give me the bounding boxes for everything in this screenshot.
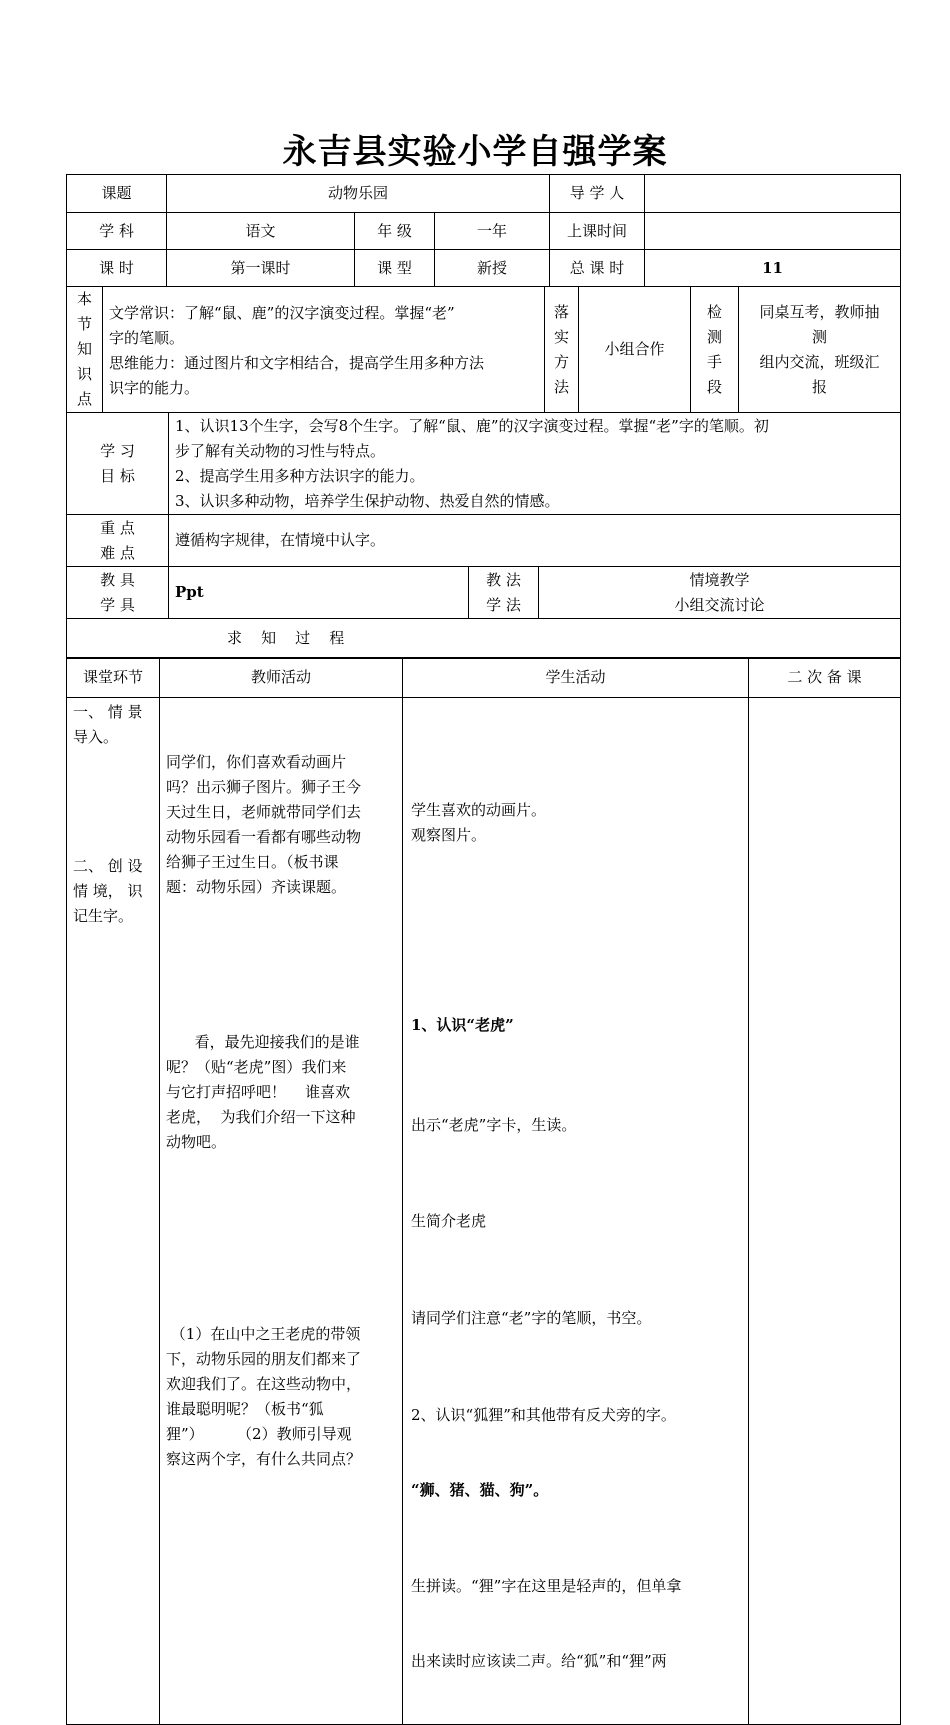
teaching-method-value: 情境教学 小组交流讨论 <box>539 567 901 619</box>
method-value: 小组合作 <box>579 287 691 413</box>
guide-label: 导 学 人 <box>550 175 645 213</box>
topic-label: 课题 <box>67 175 167 213</box>
column-student: 学生活动 <box>403 658 749 698</box>
total-label: 总 课 时 <box>550 250 645 287</box>
teacher-part-3: （1）在山中之王老虎的带领 下，动物乐园的朋友们都来了 欢迎我们了。在这些动物中， 谁最聪明呢？（板书“狐 狸”） （2）教师引导观 察这两个字，有什么共同点？ <box>166 1325 362 1468</box>
method-label: 落 实 方 法 <box>545 287 579 413</box>
stage-1: 一、 情 景 导入。 <box>73 703 143 746</box>
teacher-part-2: 看，最先迎接我们的是谁 呢？（贴“老虎”图）我们来 与它打声招呼吧！ 谁喜欢 老虎， 为我们介绍一下这种 动物吧。 <box>166 1033 360 1151</box>
tools-content: Ppt <box>169 567 469 619</box>
process-table <box>66 657 901 1725</box>
stage-cell <box>67 698 160 1725</box>
goals-label: 学 习 目 标 <box>67 413 169 515</box>
teaching-method-label: 教 法 学 法 <box>469 567 539 619</box>
class-time-label: 上课时间 <box>550 213 645 250</box>
knowledge-label: 本 节 知 识 点 <box>67 287 103 413</box>
teacher-part-1: 同学们，你们喜欢看动画片 吗？出示狮子图片。狮子王今 天过生日，老师就带同学们去 动物乐园看一看都有哪些动物 给狮子王过生日。（板书课 题：动物乐园）齐读课题。 <box>166 753 362 896</box>
class-time-value <box>645 213 901 250</box>
total-value: 11 <box>645 250 901 287</box>
teacher-activity-cell <box>160 698 403 1725</box>
period-value: 第一课时 <box>167 250 355 287</box>
tools-label: 教 具 学 具 <box>67 567 169 619</box>
grade-label: 年 级 <box>355 213 435 250</box>
tools-table <box>66 566 901 659</box>
goals-table <box>66 412 901 567</box>
period-label: 课 时 <box>67 250 167 287</box>
column-stage: 课堂环节 <box>67 658 160 698</box>
subject-value: 语文 <box>167 213 355 250</box>
type-value: 新授 <box>435 250 550 287</box>
subject-label: 学 科 <box>67 213 167 250</box>
guide-value <box>645 175 901 213</box>
goals-content: 1、认识13个生字，会写8个生字。了解“鼠、鹿”的汉字演变过程。掌握“老”字的笔顺。初 步了解有关动物的习性与特点。 2、提高学生用多种方法识字的能力。 3、认识多种动物，培养学生保护动物、热爱自然的情感。 <box>169 413 901 515</box>
knowledge-table <box>66 286 901 413</box>
column-second-prep: 二 次 备 课 <box>749 658 901 698</box>
type-label: 课 型 <box>355 250 435 287</box>
key-points-label: 重 点 难 点 <box>67 515 169 567</box>
knowledge-content: 文学常识：了解“鼠、鹿”的汉字演变过程。掌握“老” 字的笔顺。 思维能力：通过图片和文字相结合，提高学生用多种方法 识字的能力。 <box>103 287 545 413</box>
key-points-content: 遵循构字规律，在情境中认字。 <box>169 515 901 567</box>
student-part-1: 学生喜欢的动画片。 观察图片。 <box>411 801 547 844</box>
column-teacher: 教师活动 <box>160 658 403 698</box>
second-prep-cell <box>749 698 901 1725</box>
check-value: 同桌互考，教师抽 测 组内交流，班级汇 报 <box>739 287 901 413</box>
info-table <box>66 174 901 287</box>
stage-2: 二、 创 设 情 境， 识 记生字。 <box>73 857 143 925</box>
check-label: 检 测 手 段 <box>691 287 739 413</box>
page-title: 永吉县实验小学自强学案 <box>282 132 668 172</box>
student-part-2: 1、认识“老虎” 出示“老虎”字卡，生读。 生简介老虎 请同学们注意“老”字的笔顺，书空。 2、认识“狐狸”和其他带有反犬旁的字。 “狮、猪、猫、狗”。 生拼读。“狸”字在这里是轻声的，但单拿 出来读时应该读二声。给“狐”和“狸”两 <box>411 1016 682 1670</box>
topic-value: 动物乐园 <box>167 175 550 213</box>
process-heading: 求 知 过 程 <box>67 619 901 659</box>
student-activity-cell <box>403 698 749 1725</box>
grade-value: 一年 <box>435 213 550 250</box>
